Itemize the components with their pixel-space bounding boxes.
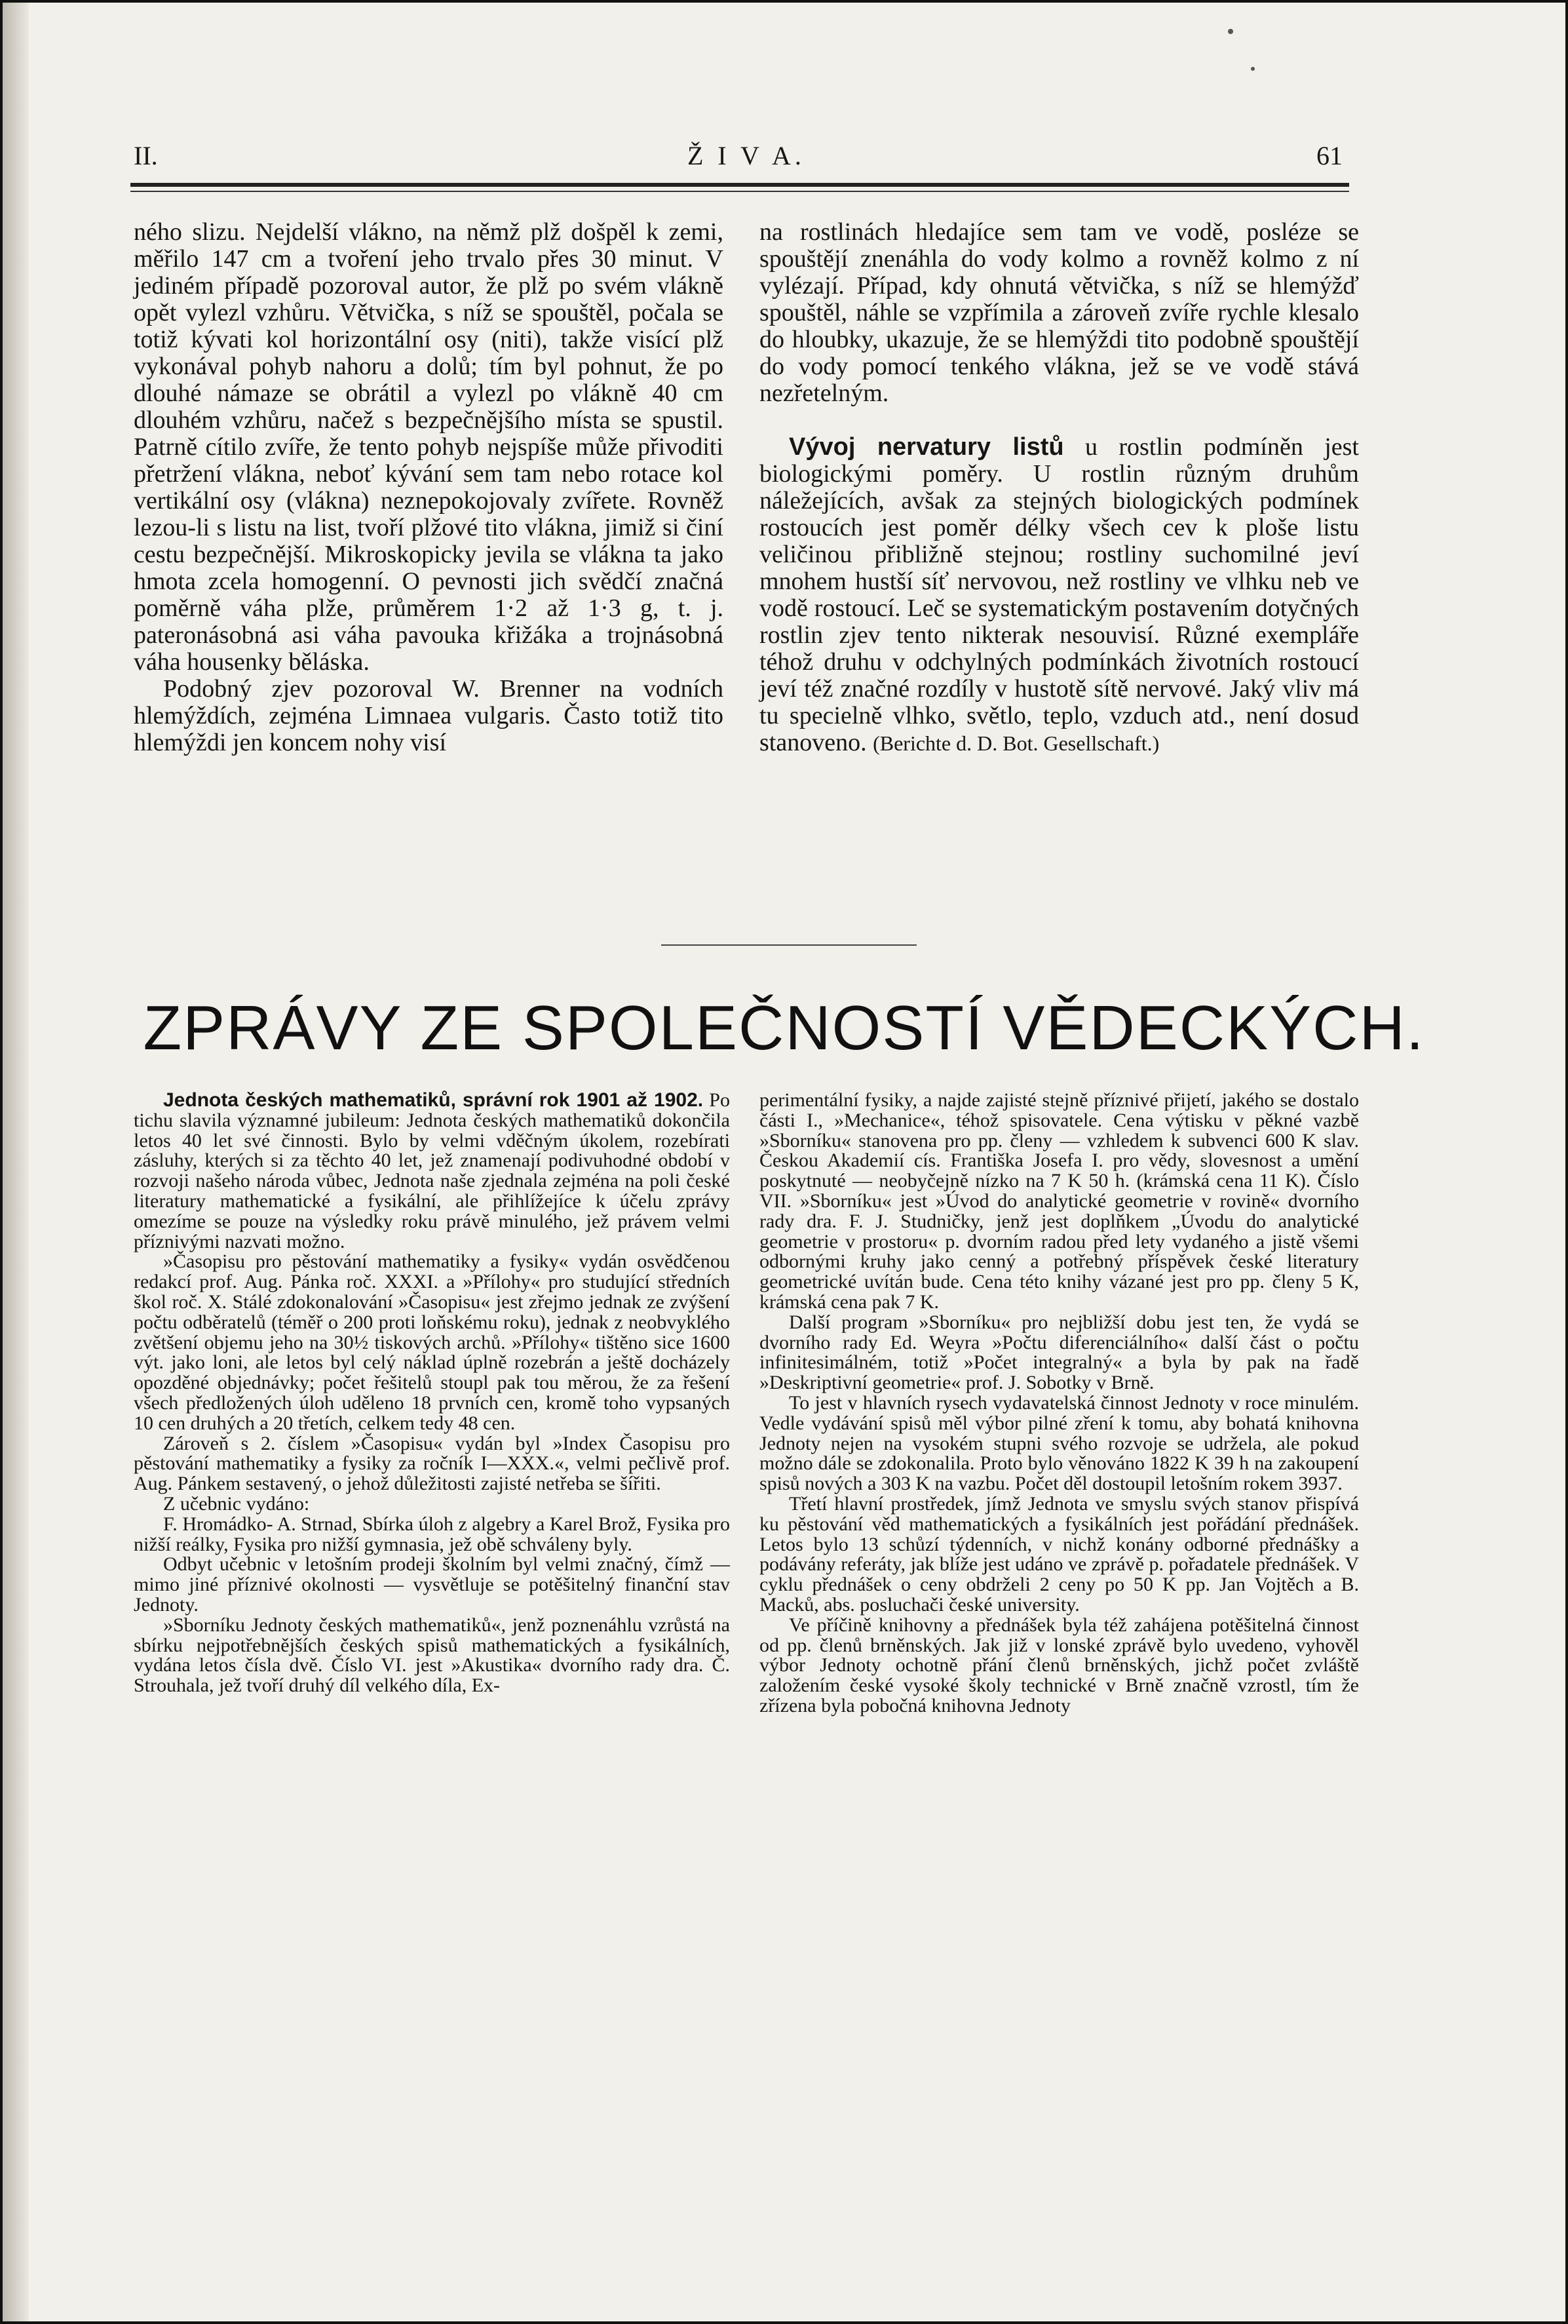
header-rule-thin	[130, 191, 1349, 192]
top-right-column	[759, 219, 1359, 757]
report-heading: Jednota českých mathematiků, správní rok 1901 až 1902.	[163, 1089, 704, 1111]
journal-title: Ž I V A.	[687, 141, 805, 170]
volume-number: II.	[134, 141, 158, 170]
book-page	[3, 3, 1565, 2321]
paragraph: Další program »Sborníku« pro nejbližší dobu jest ten, že vydá se dvorního rady Ed. Weyra »Počtu diferenciálního« další část o počtu infinitesimálném, totiž »Počet integralný« a byla by pak na řadě »Deskriptivní geometrie« prof. J. Sobotky v Brně.	[759, 1311, 1359, 1394]
paragraph: To jest v hlavních rysech vydavatelská činnost Jednoty v roce minulém. Vedle vydávání spisů měl výbor pilné zření k tomu, aby bohatá knihovna Jednoty nejen na vysokém stupni svého rozvoje se udržela, ale pokud možno dále se zdokonalila. Proto bylo věnováno 1822 K 39 h na zakoupení spisů nových a 303 K na vazbu. Počet děl dostoupil letošním rokem 3937.	[759, 1391, 1359, 1495]
print-speck	[1251, 67, 1255, 71]
page-number: 61	[1316, 141, 1343, 170]
paragraph: Zároveň s 2. číslem »Časopisu« vydán byl »Index Časopisu pro pěstování mathematiky a fysiky za ročník I—XXX.«, velmi pečlivě prof. Aug. Pánkem sestavený, o jehož důležitosti zajisté netřeba se šířiti.	[134, 1432, 730, 1495]
article-nervatura	[759, 434, 1359, 757]
running-header	[134, 140, 1343, 180]
header-rule-thick	[130, 183, 1349, 187]
paragraph: Podobný zjev pozoroval W. Brenner na vodních hlemýždích, zejména Limnaea vulgaris. Často totiž tito hlemýždi jen koncem nohy visí	[134, 675, 723, 756]
paragraph: »Časopisu pro pěstování mathematiky a fysiky« vydán osvědčenou redakcí prof. Aug. Pánka roč. XXXI. a »Přílohy« pro studující středních škol roč. X. Stálé zdokonalování »Časopisu« jest zřejmo jednak ze zvýšení počtu odběratelů (téměř o 200 proti loňskému roku), jednak z neobvyklého zvětšení objemu jeho na 30½ tiskových archů. »Přílohy« tištěno sice 1600 výt. jako loni, ale letos byl celý náklad úplně rozebrán a ještě docházely opozděné objednávky; počet řešitelů stoupl pak tou měrou, že za řešení všech předložených úloh uděleno 18 prvních cen, kromě toho vypsaných 10 cen druhých a 20 třetích, celkem tedy 48 cen.	[134, 1250, 730, 1434]
paragraph: Třetí hlavní prostředek, jímž Jednota ve smyslu svých stanov přispívá ku pěstování věd mathematických a fysikálních jest pořádání přednášek. Letos bylo 13 schůzí týdenních, v nichž konány odborné přednášky a podávány referáty, jak blíže jest udáno ve zprávě p. pořadatele přednášek. V cyklu přednášek o ceny obdrželi 2 ceny po 50 K pp. Jan Vojtěch a B. Macků, abs. posluchači české university.	[759, 1492, 1359, 1616]
paragraph: perimentální fysiky, a najde zajisté stejně příznivé přijetí, jakého se dostalo části I., »Mechanice«, téhož spisovatele. Cena výtisku v pěkné vazbě »Sborníku« stanovena pro pp. členy — vzhledem k subvenci 600 K slav. Českou Akademií cís. Františka Josefa I. pro vědy, slovesnost a umění poskytnuté — neobyčejně nízko na 7 K 50 h. (krámská cena 11 K). Číslo VII. »Sborníku« jest »Úvod do analytické geometrie v rovině« dvorního rady dra. F. J. Studničky, jenž jest doplňkem „Úvodu do analytické geometrie v prostoru« p. dvorním radou před lety vydaného a jistě všemi odbornými kruhy jako cenný a potřebný příspěvek české literatury geometrické uvítán bude. Cena této knihy vázané jest pro pp. členy 5 K, krámská cena pak 7 K.	[759, 1089, 1359, 1313]
paragraph: Odbyt učebnic v letošním prodeji školním byl velmi značný, čímž — mimo jiné příznivé okolnosti — vysvětluje se potěšitelný finanční stav Jednoty.	[134, 1553, 730, 1616]
section-title: ZPRÁVY ZE SPOLEČNOSTÍ VĚDECKÝCH.	[143, 993, 1425, 1063]
top-left-column	[134, 219, 723, 756]
paragraph: »Sborníku Jednoty českých mathematiků«, jenž poznenáhlu vzrůstá na sbírku nejpotřebnějších českých spisů mathematických a fysikálních, vydána letos čísla dvě. Číslo VI. jest »Akustika« dvorního rady dra. Č. Strouhala, jež tvoří druhý díl velkého díla, Ex-	[134, 1614, 730, 1697]
report-body: Po tichu slavila významné jubileum: Jednota českých mathematiků dokončila letos 40 let své činnosti. Bylo by velmi vděčným úkolem, rozebírati zásluhy, kterých si za těchto 40 let, jež znamenají podivuhodné období v rozvoji našeho národa vůbec, Jednota naše zjednala zejména na poli české literatury mathematické a fysikální, ale přihlížejíce k účelu zprávy omezíme se pouze na výsledky roku právě minulého, jež právem velmi příznivými nazvati možno.	[134, 1089, 730, 1252]
article-body: u rostlin podmíněn jest biologickými poměry. U rostlin různým druhům náležejících, avšak za stejných biologických podmínek rostoucích jest poměr délky všech cev k ploše listu veličinou přibližně stejnou; rostliny suchomilné jeví mnohem hustší síť nervovou, než rostliny ve vlhku neb ve vodě rostoucí. Leč se systematickým postavením dotyčných rostlin zjev tento nikterak nesouvisí. Různé exempláře téhož druhu v odchylných podmínkách životních rostoucí jeví též značné rozdíly v hustotě sítě nervové. Jaký vliv má tu specielně vlhko, světlo, teplo, vzduch atd., není dosud stanoveno.	[759, 433, 1359, 756]
print-speck	[1228, 29, 1233, 34]
citation: (Berichte d. D. Bot. Gesellschaft.)	[873, 731, 1160, 755]
paragraph: na rostlinách hledajíce sem tam ve vodě, posléze se spouštějí znenáhla do vody kolmo a rovněž kolmo z ní vylézají. Případ, kdy ohnutá větvička, s níž se hlemýžď spouštěl, náhle se vzpřímila a zároveň zvíře rychle klesalo do hloubky, ukazuje, že se hlemýždi tito podobně spouštějí do vody pomocí tenkého vlákna, jež se ve vodě stává nezřetelným.	[759, 218, 1359, 407]
paragraph: ného slizu. Nejdelší vlákno, na němž plž došpěl k zemi, měřilo 147 cm a tvoření jeho trvalo přes 30 minut. V jediném případě pozoroval autor, že plž po svém vlákně opět vylezl vzhůru. Větvička, s níž se spouštěl, počala se totiž kývati kol horizontální osy (niti), takže visící plž vykonával pohyb nahoru a dolů; tím byl pohnut, že po dlouhé námaze se obrátil a vylezl po vlákně 40 cm dlouhém vzhůru, načež s bezpečnějšího místa se spustil. Patrně cítilo zvíře, že tento pohyb nejspíše může přivoditi přetržení vlákna, neboť kývání sem tam nebo rotace kol vertikální osy (vlákna) neznepokojovaly zvířete. Rovněž lezou-li s listu na list, tvoří plžové tito vlákna, jimiž si činí cestu bezpečnější. Mikroskopicky jevila se vlákna ta jako hmota zcela homogenní. O pevnosti jich svědčí značná poměrně váha plže, průměrem 1·2 až 1·3 g, t. j. pateronásobná asi váha pavouka křižáka a trojnásobná váha housenky běláska.	[134, 218, 723, 676]
bottom-right-column	[759, 1091, 1359, 1716]
page-binding-edge	[3, 3, 29, 2321]
paragraph: Z učebnic vydáno:	[163, 1492, 310, 1515]
paragraph: F. Hromádko- A. Strnad, Sbírka úloh z algebry a Karel Brož, Fysika pro nižší reálky, Fysika pro nižší gymnasia, jež obě schváleny byly.	[134, 1513, 730, 1555]
report-intro	[134, 1091, 730, 1252]
bottom-left-column	[134, 1091, 730, 1696]
paragraph: Ve příčině knihovny a přednášek byla též zahájena potěšitelná činnost od pp. členů brněnských. Jak již v lonské zprávě bylo uvedeno, vyhověl výbor Jednoty ochotně přání členů brněnských, jichž počet zvláště založením české vysoké školy technické v Brně značně vzrostl, tím že zřízena byla pobočná knihovna Jednoty	[759, 1614, 1359, 1716]
article-heading: Vývoj nervatury listů	[789, 433, 1064, 461]
section-divider	[661, 944, 917, 946]
